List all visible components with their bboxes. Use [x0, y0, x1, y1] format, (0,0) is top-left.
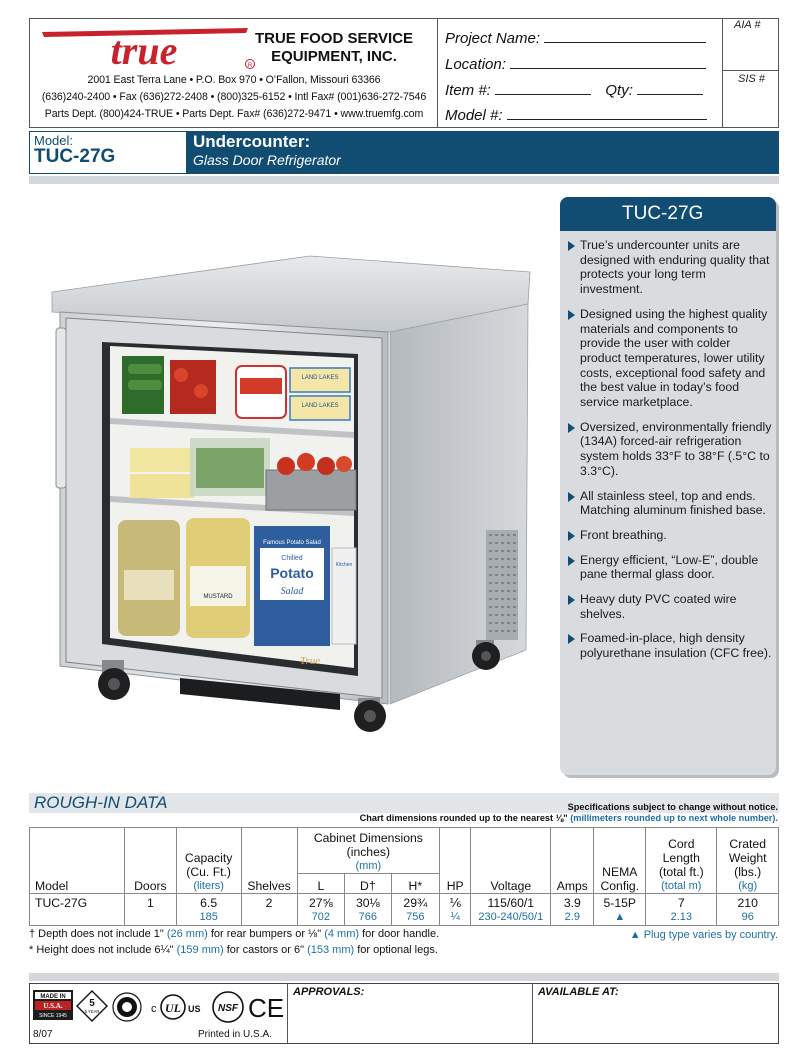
- company-name: [244, 30, 424, 66]
- project-name-field[interactable]: [445, 27, 706, 47]
- bullet-arrow-icon: [568, 241, 575, 251]
- footnote-height: * Height does not include 6¼" (159 mm) for castors or 6" (153 mm) for optional legs.: [29, 944, 438, 956]
- footer-divider: [532, 983, 533, 1044]
- footer-divider: [287, 983, 288, 1044]
- product-label-famous: Famous Potato Salad: [263, 540, 321, 546]
- col-l: L: [297, 874, 344, 894]
- plug-note: ▲ Plug type varies by country.: [629, 929, 778, 941]
- bullet-arrow-icon: [568, 531, 575, 541]
- feature-item: Foamed-in-place, high density polyurethane insulation (CFC free).: [566, 631, 772, 660]
- aia-label: AIA #: [734, 19, 761, 31]
- model-caption: Model:: [34, 133, 74, 148]
- item-label: Item #:: [445, 82, 491, 99]
- product-image: [40, 248, 540, 738]
- bullet-arrow-icon: [568, 595, 575, 605]
- company-line-2: EQUIPMENT, INC.: [271, 48, 397, 65]
- col-shelves: Shelves: [241, 828, 297, 894]
- col-h: H*: [391, 874, 440, 894]
- qty-label: Qty:: [605, 82, 633, 99]
- table-row: TUC-27G 1 6.5 2 27⅝ 30⅛ 29¾ ⅙ 115/60/1 3.9 5-15P 7 210: [30, 894, 779, 912]
- spec-note: [360, 802, 778, 824]
- footer-grey-strip: [29, 973, 779, 981]
- badge-c: c: [151, 1003, 157, 1015]
- product-label-mustard: MUSTARD: [203, 594, 233, 600]
- true-logo: [36, 24, 256, 70]
- available-at-label: AVAILABLE AT:: [538, 986, 619, 998]
- nsf-icon: [212, 991, 244, 1023]
- feature-item: Oversized, environmentally friendly (134A) forced-air refrigeration system holds 33°F to 38°F (.5°C to 3.3°C).: [566, 420, 772, 479]
- model-number: TUC-27G: [34, 146, 116, 167]
- col-model: Model: [30, 828, 125, 894]
- header-divider-right: [722, 18, 723, 128]
- table-row-metric: 185 702 766 756 ¼ 230-240/50/1 2.9 ▲ 2.13 96: [30, 911, 779, 925]
- col-amps: Amps: [551, 828, 594, 894]
- product-label-potato: Potato: [270, 565, 314, 581]
- rough-in-title: ROUGH-IN DATA: [34, 793, 168, 812]
- product-label-butter-1: LAND LAKES: [301, 375, 339, 381]
- col-nema: NEMA Config.: [594, 828, 646, 894]
- bullet-arrow-icon: [568, 423, 575, 433]
- bullet-arrow-icon: [568, 556, 575, 566]
- badge-made-in: MADE IN: [40, 994, 66, 1000]
- badge-usa: U.S.A.: [43, 1002, 63, 1010]
- five-year-warranty-icon: [76, 990, 108, 1022]
- feature-item: Designed using the highest quality materials and components to provide the user with colder product temperatures, lower utility costs, exceptional food safety and the best value in today’s food service marketplace.: [566, 307, 772, 410]
- spec-note-line-2: Chart dimensions rounded up to the nearest ⅛": [359, 813, 568, 823]
- bullet-arrow-icon: [568, 634, 575, 644]
- address-line-2: (636)240-2400 • Fax (636)272-2408 • (800)325-6152 • Intl Fax# (001)636-272-7546: [41, 91, 427, 103]
- bullet-arrow-icon: [568, 310, 575, 320]
- col-doors: Doors: [124, 828, 176, 894]
- logo-text: true: [110, 28, 178, 70]
- col-capacity: Capacity (Cu. Ft.) (liters): [176, 828, 241, 894]
- svg-text:5: 5: [89, 998, 95, 1009]
- col-cabinet: Cabinet Dimensions (inches) (mm): [297, 828, 439, 874]
- ce-icon: [249, 992, 283, 1022]
- product-label-chilled: Chilled: [281, 555, 303, 562]
- cul-us-icon: [147, 992, 209, 1022]
- project-name-label: Project Name:: [445, 30, 541, 47]
- sis-label: SIS #: [738, 73, 765, 85]
- badge-nsf: NSF: [218, 1003, 238, 1014]
- feature-item: Heavy duty PVC coated wire shelves.: [566, 592, 772, 621]
- badge-year: 5 YEAR: [84, 1009, 100, 1014]
- header-divider-h: [722, 70, 779, 71]
- features-list: [566, 238, 772, 671]
- item-field[interactable]: [445, 79, 703, 99]
- made-in-usa-badge: [33, 990, 73, 1020]
- col-voltage: Voltage: [471, 828, 551, 894]
- svg-text:R: R: [247, 63, 253, 69]
- spec-note-line-1: Specifications subject to change without notice.: [567, 802, 778, 812]
- product-label-butter-2: LAND LAKES: [301, 403, 339, 409]
- door-logo: True: [299, 655, 321, 667]
- badge-ul: UL: [165, 1001, 181, 1015]
- location-label: Location:: [445, 56, 506, 73]
- header-divider: [437, 18, 438, 128]
- category-subtitle: Glass Door Refrigerator: [193, 152, 341, 168]
- company-address: [33, 72, 435, 123]
- print-date: 8/07: [33, 1029, 53, 1040]
- rough-in-table: [29, 827, 779, 926]
- company-line-1: TRUE FOOD SERVICE: [254, 30, 414, 47]
- product-label-kitchen: Kitchen: [335, 562, 353, 568]
- spec-note-mm: (millimeters rounded up to next whole number).: [570, 813, 778, 823]
- model-field[interactable]: [445, 104, 707, 124]
- feature-item: Front breathing.: [566, 528, 772, 543]
- location-field[interactable]: [445, 53, 706, 73]
- model-label: Model #:: [445, 107, 503, 124]
- bullet-arrow-icon: [568, 492, 575, 502]
- col-cord: Cord Length (total ft.) (total m): [646, 828, 717, 894]
- feature-item: Energy efficient, “Low-E”, double pane thermal glass door.: [566, 553, 772, 582]
- category-title: Undercounter:: [193, 132, 311, 151]
- badge-us: US: [188, 1004, 201, 1014]
- panel-title: TUC-27G: [560, 197, 776, 231]
- product-label-salad: Salad: [280, 586, 304, 597]
- footnote-depth: † Depth does not include 1" (26 mm) for rear bumpers or ⅛" (4 mm) for door handle.: [29, 928, 440, 940]
- col-weight: Crated Weight (lbs.) (kg): [717, 828, 779, 894]
- feature-item: All stainless steel, top and ends. Matching aluminum finished base.: [566, 489, 772, 518]
- header-grey-strip: [29, 176, 779, 184]
- seal-icon: [112, 992, 142, 1022]
- approvals-label: APPROVALS:: [293, 986, 365, 998]
- printed-in: Printed in U.S.A.: [198, 1029, 272, 1040]
- address-line-1: 2001 East Terra Lane • P.O. Box 970 • O’Fallon, Missouri 63366: [87, 74, 381, 86]
- address-line-3: Parts Dept. (800)424-TRUE • Parts Dept. Fax# (636)272-9471 • www.truemfg.com: [44, 108, 424, 120]
- badge-since: SINCE 1945: [39, 1013, 67, 1019]
- feature-item: True’s undercounter units are designed with enduring quality that protects your long term investment.: [566, 238, 772, 297]
- badge-ce: CE: [249, 993, 283, 1022]
- col-d: D†: [345, 874, 391, 894]
- col-hp: HP: [440, 828, 471, 894]
